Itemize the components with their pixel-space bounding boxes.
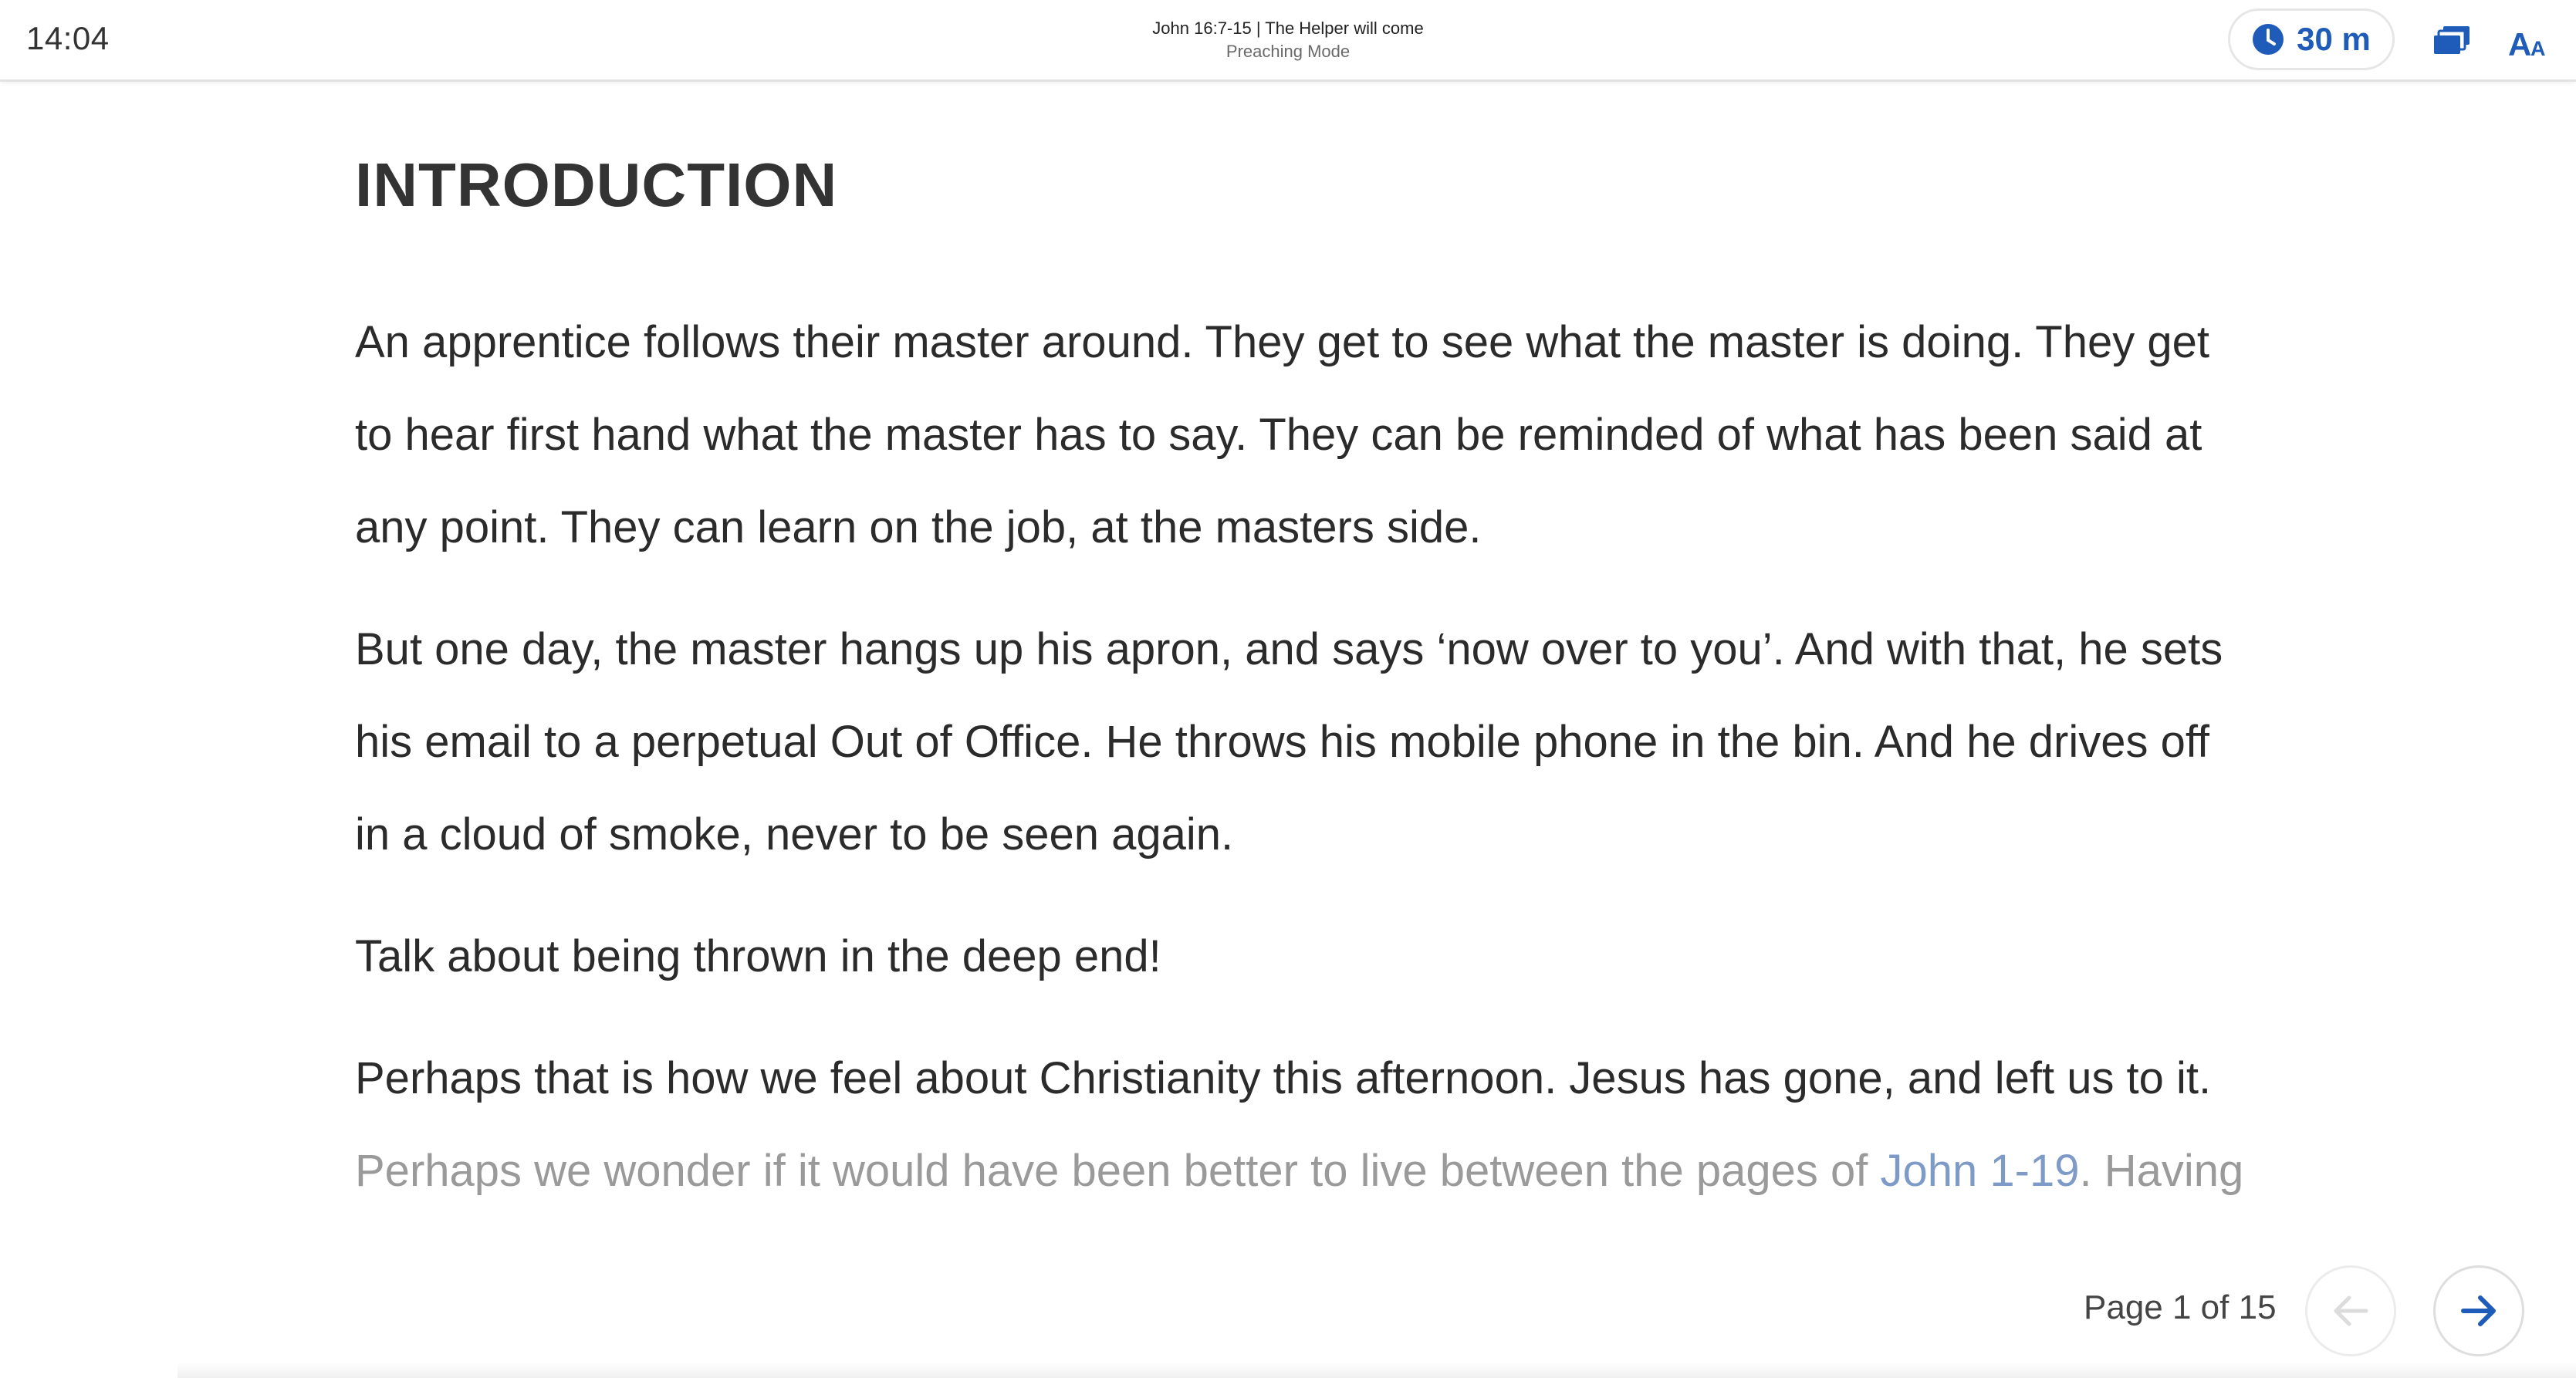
paragraph: But one day, the master hangs up his apron, and says ‘now over to you’. And with that, he sets his email to a perpetual Out of Office. He throws his mobile phone in the bin. And he drives off in a cloud of smoke, never to be seen again. — [355, 624, 2223, 860]
scripture-reference-link[interactable]: John 1-19 — [1880, 1146, 2080, 1196]
paragraph: An apprentice follows their master around. They get to see what the master is doing. They get to hear first hand what the master has to say. They can be reminded of what has been said at any point. They can learn on the job, at the masters side. — [355, 317, 2209, 552]
arrow-right-icon — [2456, 1288, 2502, 1334]
timer-button[interactable] — [2228, 8, 2395, 70]
mode-label: Preaching Mode — [1225, 42, 1351, 61]
faded-text-end: . Having — [2079, 1146, 2244, 1196]
timer-label: 30 m — [2297, 21, 2371, 57]
clock-icon — [2252, 23, 2284, 56]
faded-text: Perhaps we wonder if it would have been better to live between the pages of — [355, 1146, 1881, 1196]
svg-text:A: A — [2508, 26, 2532, 62]
section-heading: INTRODUCTION — [355, 150, 838, 219]
page-indicator: Page 1 of 15 — [2084, 1288, 2277, 1326]
clock-time: 14:04 — [26, 20, 110, 56]
paragraph: Talk about being thrown in the deep end! — [355, 931, 1161, 981]
font-size-icon — [2507, 22, 2550, 62]
slides-icon — [2431, 22, 2474, 62]
previous-page-button[interactable] — [2305, 1265, 2396, 1356]
slides-button[interactable] — [2431, 22, 2474, 62]
sermon-title-block — [0, 17, 2576, 63]
svg-text:A: A — [2530, 37, 2546, 60]
font-size-button[interactable] — [2507, 22, 2550, 62]
bottom-edge-shadow — [177, 1362, 2576, 1378]
sermon-title: John 16:7-15 | The Helper will come — [1152, 19, 1424, 38]
arrow-left-icon — [2328, 1288, 2374, 1334]
top-bar — [0, 0, 2576, 82]
sermon-content — [355, 139, 2253, 1218]
next-page-button[interactable] — [2433, 1265, 2524, 1356]
faded-next-line — [355, 1125, 2253, 1218]
paragraph: Perhaps that is how we feel about Christianity this afternoon. Jesus has gone, and left us to it. — [355, 1053, 2212, 1103]
